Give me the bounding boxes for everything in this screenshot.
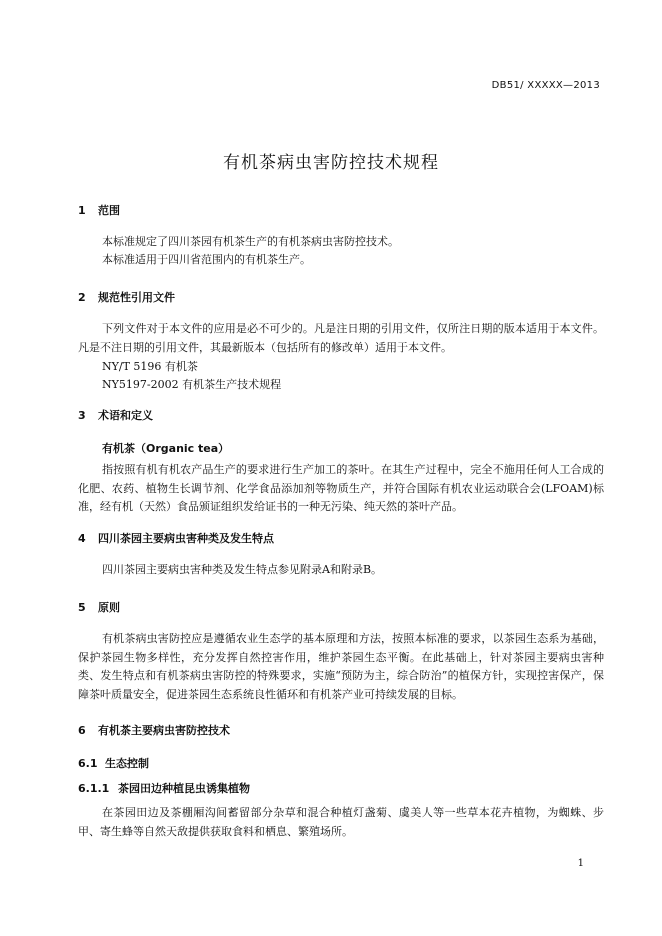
section-title: 茶园田边种植昆虫诱集植物 — [118, 782, 250, 795]
section-title: 范围 — [98, 204, 120, 217]
term-heading: 有机茶（Organic tea） — [102, 442, 230, 455]
references-paragraph: 下列文件对于本文件的应用是必不可少的。凡是注日期的引用文件，仅所注日期的版本适用于本文件。凡是不注日期的引用文件，其最新版本（包括所有的修改单）适用于本文件。 — [78, 322, 604, 354]
scope-paragraph-2: 本标准适用于四川省范围内的有机茶生产。 — [102, 253, 311, 266]
section-2-heading — [78, 289, 175, 305]
section-title: 有机茶主要病虫害防控技术 — [98, 724, 230, 737]
section-1-heading — [78, 202, 120, 218]
section-title: 规范性引用文件 — [98, 291, 175, 304]
section-number: 4 — [78, 532, 86, 545]
section-6-1-1-heading — [78, 780, 250, 796]
section-number: 5 — [78, 601, 86, 614]
section-title: 术语和定义 — [98, 409, 153, 422]
section-4-heading — [78, 530, 274, 546]
section-title: 四川茶园主要病虫害种类及发生特点 — [98, 532, 274, 545]
section-number: 2 — [78, 291, 86, 304]
section-3-heading — [78, 407, 153, 423]
section-number: 6.1.1 — [78, 782, 110, 795]
pest-types-paragraph: 四川茶园主要病虫害种类及发生特点参见附录A和附录B。 — [102, 563, 383, 576]
section-number: 6.1 — [78, 757, 98, 770]
scope-paragraph-1: 本标准规定了四川茶园有机茶生产的有机茶病虫害防控技术。 — [102, 235, 399, 248]
section-title: 原则 — [98, 601, 120, 614]
reference-item: NY5197-2002 有机茶生产技术规程 — [102, 378, 282, 391]
reference-item: NY/T 5196 有机茶 — [102, 360, 198, 373]
section-title: 生态控制 — [105, 757, 149, 770]
section-number: 6 — [78, 724, 86, 737]
section-number: 3 — [78, 409, 86, 422]
term-definition: 指按照有机有机农产品生产的要求进行生产加工的茶叶。在其生产过程中，完全不施用任何人工合成的化肥、农药、植物生长调节剂、化学食品添加剂等物质生产，并符合国际有机农业运动联合会(LFOAM)标准，经有机（天然）食品颁证组织发给证书的一种无污染、纯天然的茶叶产品。 — [78, 463, 604, 513]
standard-code: DB51/ XXXXX—2013 — [491, 80, 600, 91]
section-6-1-heading — [78, 755, 149, 771]
section-5-heading — [78, 599, 120, 615]
section-number: 1 — [78, 204, 86, 217]
document-title: 有机茶病虫害防控技术规程 — [223, 153, 439, 173]
page-number: 1 — [577, 858, 584, 869]
section-6-heading — [78, 722, 230, 738]
principles-paragraph: 有机茶病虫害防控应是遵循农业生态学的基本原理和方法，按照本标准的要求，以茶园生态系为基础，保护茶园生物多样性，充分发挥自然控害作用，维护茶园生态平衡。在此基础上，针对茶园主要病虫害种类、发生特点和有机茶病虫害防控的特殊要求，实施“预防为主，综合防治”的植保方针，实现控害保产，保障茶叶质量安全，促进茶园生态系统良性循环和有机茶产业可持续发展的目标。 — [78, 632, 604, 701]
insect-plants-paragraph: 在茶园田边及茶棚厢沟间蓄留部分杂草和混合种植灯盏菊、虞美人等一些草本花卉植物，为蜘蛛、步甲、寄生蜂等自然天敌提供获取食料和栖息、繁殖场所。 — [78, 806, 604, 838]
